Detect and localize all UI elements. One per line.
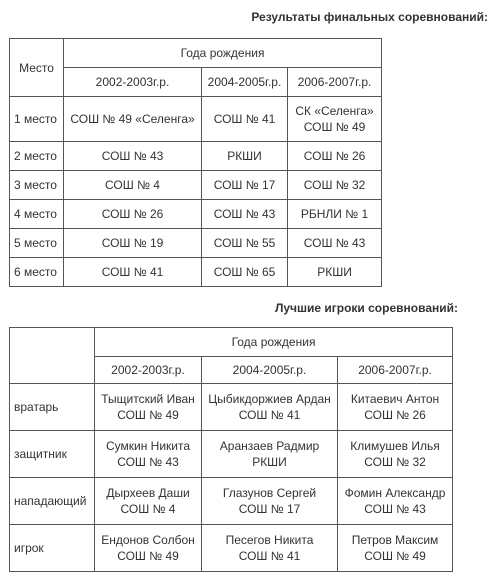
role-header-empty [10,328,95,384]
table-row [10,384,453,431]
role-cell: вратарь [10,384,95,431]
role-cell: защитник [10,431,95,478]
table-row [10,258,382,287]
player-school: СОШ № 26 [364,408,426,422]
player-cell [338,478,453,525]
player-name: Цыбикдоржиев Ардан [208,392,331,406]
group-header: 2002-2003г.р. [95,357,202,384]
group-header: 2002-2003г.р. [64,68,202,97]
results-table [9,38,382,287]
player-cell [95,431,202,478]
result-cell: СОШ № 26 [288,142,382,171]
player-school: СОШ № 17 [238,502,301,516]
place-header: Место [10,39,64,97]
player-name: Аранзаев Радмир [219,439,320,453]
player-cell [202,431,338,478]
player-cell [95,384,202,431]
role-cell: нападающий [10,478,95,525]
result-cell: СОШ № 26 [64,200,202,229]
results-header-row [10,39,382,68]
player-school: СОШ № 49 [117,408,179,422]
place-cell: 5 место [10,229,64,258]
result-cell: СОШ № 65 [202,258,288,287]
table-row [10,142,382,171]
player-cell [202,384,338,431]
player-cell [202,478,338,525]
player-school: СОШ № 43 [364,502,426,516]
result-cell: СОШ № 43 [288,229,382,258]
result-cell: РКШИ [202,142,288,171]
player-name: Тыщитский Иван [101,392,195,406]
table-row [10,229,382,258]
table-row [10,525,453,572]
place-cell: 4 место [10,200,64,229]
player-cell [95,525,202,572]
group-header: 2006-2007г.р. [288,68,382,97]
player-school: СОШ № 43 [117,455,179,469]
year-header: Года рождения [64,39,382,68]
player-name: Петров Максим [351,533,439,547]
table-row [10,200,382,229]
player-school: СОШ № 41 [238,549,301,563]
results-heading: Результаты финальных соревнований: [251,10,488,24]
players-table [9,327,453,572]
place-cell: 6 место [10,258,64,287]
player-name: Глазунов Сергей [222,486,317,500]
player-school: СОШ № 49 [364,549,426,563]
place-cell: 3 место [10,171,64,200]
player-school: СОШ № 41 [238,408,301,422]
player-name: Песегов Никита [225,533,314,547]
result-cell: СК «Селенга» СОШ № 49 [288,97,382,142]
group-header: 2004-2005г.р. [202,357,338,384]
result-cell: РБНЛИ № 1 [288,200,382,229]
player-name: Ендонов Солбон [101,533,195,547]
result-cell: СОШ № 32 [288,171,382,200]
player-cell [202,525,338,572]
result-cell: СОШ № 4 [64,171,202,200]
result-cell: СОШ № 17 [202,171,288,200]
player-school: СОШ № 4 [120,502,176,516]
player-name: Фомин Александр [344,486,446,500]
role-cell: игрок [10,525,95,572]
player-name: Климушев Илья [350,439,440,453]
players-heading: Лучшие игроки соревнований: [274,301,458,315]
group-header: 2004-2005г.р. [202,68,288,97]
result-cell: СОШ № 43 [64,142,202,171]
player-school: РКШИ [252,455,287,469]
results-groups-row [10,68,382,97]
year-header: Года рождения [95,328,453,357]
player-school: СОШ № 32 [364,455,426,469]
player-cell [338,431,453,478]
place-cell: 1 место [10,97,64,142]
result-cell: РКШИ [288,258,382,287]
result-cell: СОШ № 41 [64,258,202,287]
player-cell [338,525,453,572]
players-header-row [10,328,453,357]
player-name: Китаевич Антон [350,392,440,406]
table-row [10,478,453,525]
player-name: Дырхеев Даши [106,486,190,500]
table-row [10,171,382,200]
player-name: Сумкин Никита [105,439,191,453]
table-row [10,431,453,478]
result-cell: СОШ № 55 [202,229,288,258]
place-cell: 2 место [10,142,64,171]
result-cell: СОШ № 41 [202,97,288,142]
result-cell: СОШ № 49 «Селенга» [64,97,202,142]
result-cell: СОШ № 19 [64,229,202,258]
player-cell [95,478,202,525]
result-cell: СОШ № 43 [202,200,288,229]
player-school: СОШ № 49 [117,549,179,563]
player-cell [338,384,453,431]
group-header: 2006-2007г.р. [338,357,453,384]
table-row [10,97,382,142]
